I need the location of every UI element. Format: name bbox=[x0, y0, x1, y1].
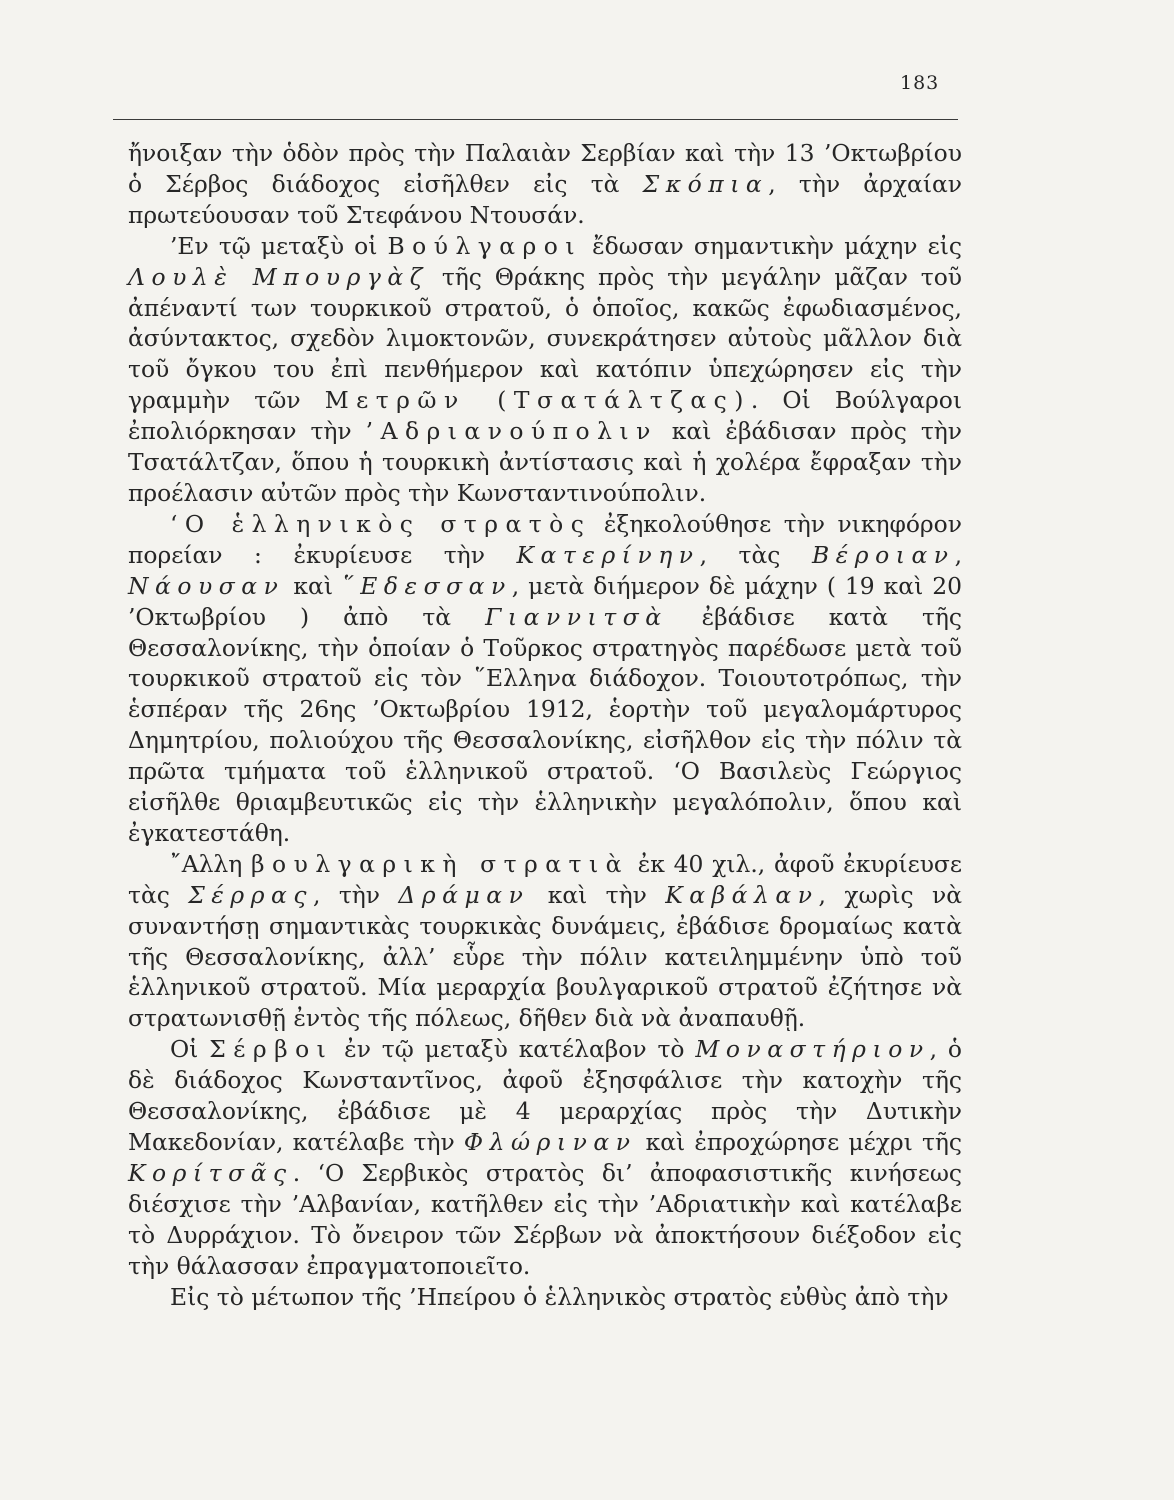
paragraph bbox=[128, 1282, 962, 1313]
text-run: ἐξηκολούθησε τὴν νικηφόρον πορείαν : ἐκυρίευσε τὴν bbox=[128, 509, 962, 569]
spaced-emphasis: βουλγαρικὴ στρατιὰ bbox=[251, 849, 629, 878]
text-run: , μετὰ διήμερον δὲ μάχην ( 19 καὶ 20 ’Οκτωβρίου ) ἀπὸ τὰ bbox=[128, 571, 962, 631]
header-rule bbox=[113, 119, 958, 120]
paragraph bbox=[128, 231, 962, 509]
text-run: ἤνοιξαν τὴν ὁδὸν πρὸς τὴν Παλαιὰν Σερβίαν καὶ τὴν 13 ’Οκτωβρίου ὁ Σέρβος διάδοχος εἰσῆλθεν εἰς τὰ bbox=[128, 139, 962, 198]
text-run: , bbox=[954, 540, 962, 569]
text-run: ἐκ 40 χιλ., ἀφοῦ ἐκυρίευσε τὰς bbox=[128, 849, 962, 909]
text-run: ἐν τῷ μεταξὺ κατέλαβον τὸ bbox=[333, 1035, 696, 1064]
italic-name: Καβάλαν bbox=[665, 880, 819, 909]
italic-name: Λουλὲ Μπουργὰζ bbox=[128, 262, 429, 291]
italic-name: Γιαννιτσὰ bbox=[485, 602, 668, 631]
page-number: 183 bbox=[900, 72, 940, 94]
italic-name: Φλώριναν bbox=[463, 1128, 637, 1156]
text-run: , τὴν ἀρχαίαν πρωτεύουσαν τοῦ Στεφάνου Ντουσάν. bbox=[128, 169, 963, 229]
italic-name: Μοναστήριον bbox=[695, 1035, 930, 1064]
spaced-emphasis: ’Αδριανούπολιν bbox=[365, 417, 658, 446]
text-run: , χωρὶς νὰ συναντήσῃ σημαντικὰς τουρκικὰς δυνάμεις, ἐβάδισε δρομαίως κατὰ τῆς Θεσσαλονίκης, ἀλλ’ εὗρε τὴν πόλιν κατειλημμένην ὑπὸ τοῦ ἑλληνικοῦ στρατοῦ. Μία μεραρχία βουλγαρικοῦ στρατοῦ ἐζήτησε νὰ στρατωνισθῇ ἐντὸς τῆς πόλεως, δῆθεν διὰ νὰ ἀναπαυθῇ. bbox=[128, 880, 962, 1033]
spaced-emphasis: Μετρῶν (Τσατάλτζας) bbox=[324, 386, 751, 415]
paragraph bbox=[128, 509, 962, 849]
text-run: ’Εν τῷ μεταξὺ οἱ bbox=[170, 231, 388, 260]
italic-name: Σκόπια bbox=[642, 169, 769, 198]
italic-name: Σέρρας bbox=[188, 880, 314, 909]
text-run: καὶ bbox=[284, 571, 342, 600]
italic-name: Κατερίνην bbox=[516, 540, 700, 569]
spaced-emphasis: ‘Ο ἑλληνικὸς στρατὸς bbox=[170, 509, 592, 538]
italic-name: Νάουσαν bbox=[128, 571, 285, 600]
paragraph bbox=[128, 849, 962, 1034]
text-run: Οἱ bbox=[170, 1035, 210, 1064]
text-run: τῆς Θράκης πρὸς τὴν μεγάλην μᾶζαν τοῦ ἀπέναντί των τουρκικοῦ στρατοῦ, ὁ ὁποῖος, κακῶς ἐφωδιασμένος, ἀσύντακτος, σχεδὸν λιμοκτονῶν, συνεκράτησεν αὐτοὺς μᾶλλον διὰ τοῦ ὄγκου του ἐπὶ πενθήμερον καὶ κατόπιν ὑπεχώρησεν εἰς τὴν γραμμὴν τῶν bbox=[128, 262, 963, 415]
text-run: . ‘Ο Σερβικὸς στρατὸς δι’ ἀποφασιστικῆς κινήσεως διέσχισε τὴν ’Αλβανίαν, κατῆλθεν εἰς τὴν ’Αδριατικὴν καὶ κατέλαβε τὸ Δυρράχιον. Τὸ ὄνειρον τῶν Σέρβων νὰ ἀποκτήσουν διέξοδον εἰς τὴν θάλασσαν ἐπραγματοποιεῖτο. bbox=[128, 1158, 962, 1280]
italic-name: Δράμαν bbox=[398, 880, 530, 909]
text-run: , τὰς bbox=[699, 540, 812, 569]
italic-name: Κορίτσᾶς bbox=[128, 1158, 293, 1187]
spaced-emphasis: Βούλγαροι bbox=[387, 231, 582, 260]
italic-name: ῞Εδεσσαν bbox=[341, 571, 512, 600]
text-run: ῎Αλλη bbox=[170, 849, 252, 878]
text-run: ἔδωσαν σημαντικὴν μάχην εἰς bbox=[582, 231, 962, 260]
text-run: καὶ ἐπροχώρησε μέχρι τῆς bbox=[636, 1128, 962, 1156]
text-run: καὶ ἐβάδισαν πρὸς τὴν Τσατάλτζαν, ὅπου ἡ τουρκικὴ ἀντίστασις καὶ ἡ χολέρα ἔφραξαν τὴν προέλασιν αὐτῶν πρὸς τὴν Κωνσταντινούπολιν. bbox=[128, 417, 962, 507]
text-run: , ὁ δὲ διάδοχος Κωνσταντῖνος, ἀφοῦ ἐξησφάλισε τὴν κατοχὴν τῆς Θεσσαλονίκης, ἐβάδισε μὲ 4 μεραρχίας πρὸς τὴν Δυτικὴν Μακεδονίαν, κατέλαβε τὴν bbox=[128, 1035, 962, 1156]
text-run: καὶ τὴν bbox=[529, 880, 666, 909]
paragraph bbox=[128, 1034, 962, 1281]
body-text bbox=[128, 138, 962, 1312]
text-run: Εἰς τὸ μέτωπον τῆς ’Ηπείρου ὁ ἑλληνικὸς στρατὸς εὐθὺς ἀπὸ τὴν bbox=[170, 1282, 949, 1311]
text-run: ἐβάδισε κατὰ τῆς Θεσσαλονίκης, τὴν ὁποίαν ὁ Τοῦρκος στρατηγὸς παρέδωσε μετὰ τοῦ τουρκικοῦ στρατοῦ εἰς τὸν ῞Ελληνα διάδοχον. Τοιουτοτρόπως, τὴν ἑσπέραν τῆς 26ης ’Οκτωβρίου 1912, ἑορτὴν τοῦ μεγαλομάρτυρος Δημητρίου, πολιούχου τῆς Θεσσαλονίκης, εἰσῆλθον εἰς τὴν πόλιν τὰ πρῶτα τμήματα τοῦ ἑλληνικοῦ στρατοῦ. ‘Ο Βασιλεὺς Γεώργιος εἰσῆλθε θριαμβευτικῶς εἰς τὴν ἑλληνικὴν μεγαλόπολιν, ὅπου καὶ ἐγκατεστάθη. bbox=[128, 602, 962, 847]
text-run: , τὴν bbox=[313, 880, 399, 909]
text-run: . Οἱ Βούλγαροι ἐπολιόρκησαν τὴν bbox=[128, 386, 962, 446]
italic-name: Βέροιαν bbox=[811, 540, 955, 569]
paragraph bbox=[128, 138, 962, 231]
spaced-emphasis: Σέρβοι bbox=[209, 1035, 334, 1064]
